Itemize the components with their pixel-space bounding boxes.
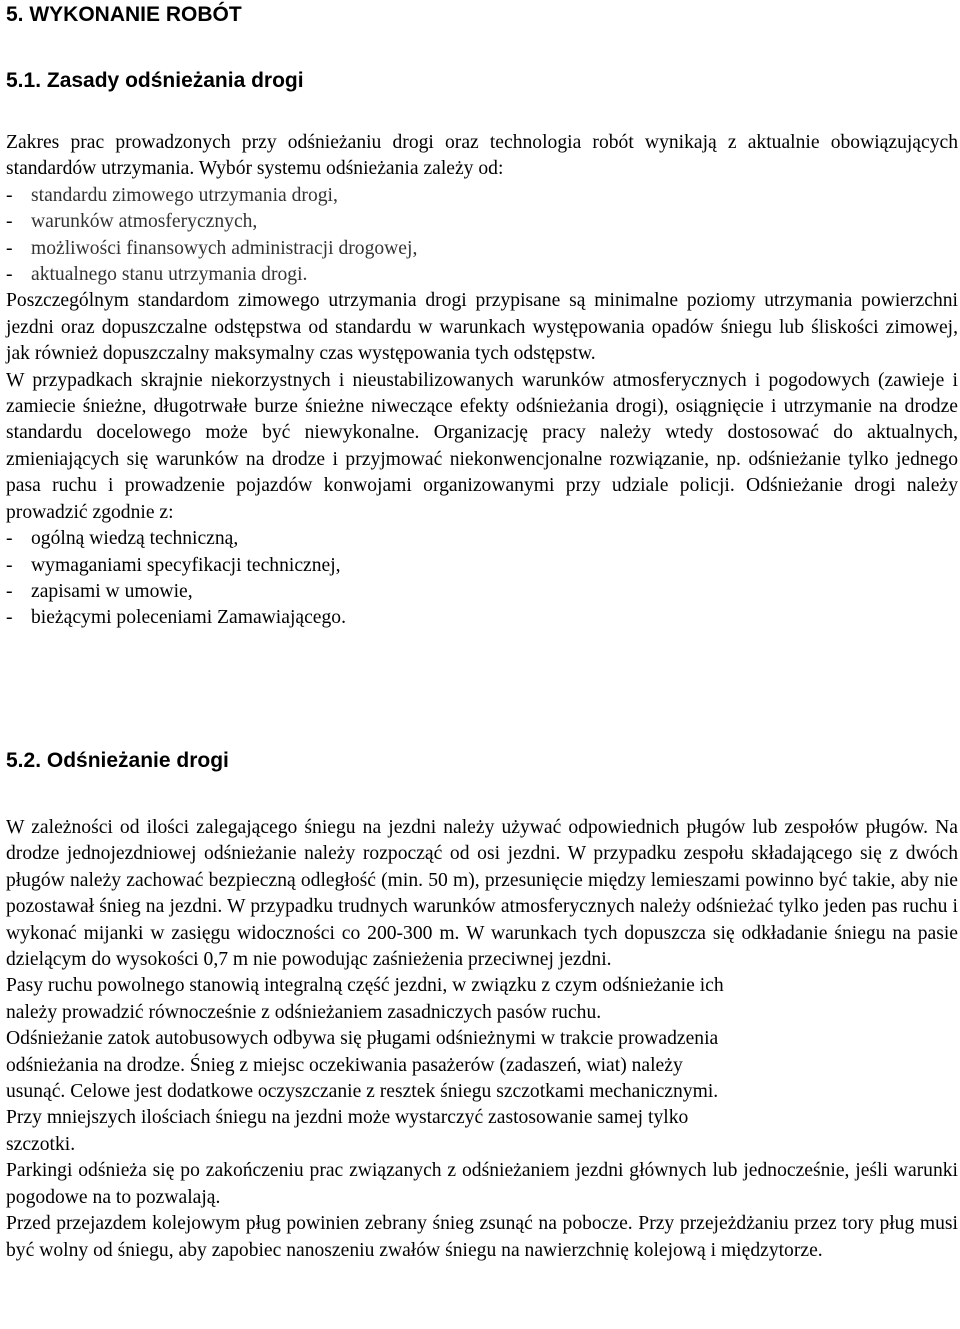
list-item xyxy=(6,526,958,552)
list-requirements xyxy=(6,526,958,632)
brushes-line-1: Przy mniejszych ilościach śniegu na jezdni może wystarczyć zastosowanie samej tylko xyxy=(6,1107,689,1129)
parking-paragraph: Parkingi odśnieża się po zakończeniu prac związanych z odśnieżaniem jezdni głównych lub jednocześnie, jeśli warunki pogodowe na to pozwalają. xyxy=(6,1160,958,1208)
extreme-conditions-paragraph: W przypadkach skrajnie niekorzystnych i nieustabilizowanych warunków atmosferycznych i pogodowych (zawieje i zamiecie śnieżne, długotrwałe burze śnieżne niweczące efekty odśnieżania drogi), osiągnięcie i utrzymanie na drodze standardu docelowego może być niewykonalne. Organizację pracy należy wtedy dostosować do aktualnych, zmieniających się warunków na drodze i przyjmować niekonwencjonalne rozwiązanie, np. odśnieżanie tylko jednego pasa ruchu i prowadzenie pojazdów konwojami organizowanymi przy udziale policji. Odśnieżanie drogi należy prowadzić zgodnie z: xyxy=(6,369,958,523)
subsection-title-5-1: 5.1. Zasady odśnieżania drogi xyxy=(6,69,304,92)
list-dash: - xyxy=(6,264,13,286)
list-dash: - xyxy=(6,211,13,233)
list-item xyxy=(6,209,958,235)
slow-lanes-line-2: należy prowadzić równocześnie z odśnieżaniem zasadniczych pasów ruchu. xyxy=(6,1001,602,1023)
list-item-text: standardu zimowego utrzymania drogi, xyxy=(31,184,338,206)
list-dash: - xyxy=(6,528,13,550)
list-dash: - xyxy=(6,580,13,602)
subsection-5-2-body xyxy=(6,815,958,1264)
list-item xyxy=(6,183,958,209)
list-dash: - xyxy=(6,554,13,576)
standards-paragraph: Poszczególnym standardom zimowego utrzymania drogi przypisane są minimalne poziomy utrzymania powierzchni jezdni oraz dopuszczalne odstępstwa od standardu w warunkach występowania opadów śniegu lub śliskości zimowej, jak również dopuszczalny maksymalny czas występowania tych odstępstw. xyxy=(6,290,958,365)
list-item-text: możliwości finansowych administracji drogowej, xyxy=(31,237,418,259)
list-item xyxy=(6,553,958,579)
section-title: 5. WYKONANIE ROBÓT xyxy=(6,3,242,26)
list-item xyxy=(6,236,958,262)
list-item xyxy=(6,579,958,605)
brushes-line-2: szczotki. xyxy=(6,1133,76,1155)
list-item-text: wymaganiami specyfikacji technicznej, xyxy=(31,554,341,576)
list-system-factors xyxy=(6,183,958,289)
bus-bays-line-2: odśnieżania na drodze. Śnieg z miejsc oczekiwania pasażerów (zadaszeń, wiat) należy xyxy=(6,1054,683,1076)
list-item-text: warunków atmosferycznych, xyxy=(31,211,258,233)
subsection-5-1-body xyxy=(6,130,958,632)
list-item xyxy=(6,262,958,288)
bus-bays-line-3: usunąć. Celowe jest dodatkowe oczyszczanie z resztek śniegu szczotkami mechanicznymi. xyxy=(6,1081,719,1103)
railway-crossing-paragraph: Przed przejazdem kolejowym pług powinien zebrany śnieg zsunąć na pobocze. Przy przejeżdżaniu przez tory pług musi być wolny od śniegu, aby zapobiec nanoszeniu zwałów śniegu na nawierzchnię kolejową i międzytorze. xyxy=(6,1213,958,1261)
intro-paragraph: Zakres prac prowadzonych przy odśnieżaniu drogi oraz technologia robót wynikają z aktualnie obowiązujących standardów utrzymania. Wybór systemu odśnieżania zależy od: xyxy=(6,132,958,180)
list-item xyxy=(6,605,958,631)
slow-lanes-line-1: Pasy ruchu powolnego stanowią integralną część jezdni, w związku z czym odśnieżanie ich xyxy=(6,975,724,997)
list-item-text: bieżącymi poleceniami Zamawiającego. xyxy=(31,607,346,629)
list-dash: - xyxy=(6,607,13,629)
list-dash: - xyxy=(6,237,13,259)
plow-paragraph: W zależności od ilości zalegającego śniegu na jezdni należy używać odpowiednich pługów lub zespołów pługów. Na drodze jednojezdniowej odśnieżanie należy rozpocząć od osi jezdni. W przypadku zespołu składającego się z dwóch pługów należy zachować bezpieczną odległość (min. 50 m), przesunięcie między lemieszami powinno być takie, aby nie pozostawał śnieg na jezdni. W przypadku trudnych warunków atmosferycznych należy odśnieżać tylko jeden pas ruchu i wykonać mijanki w zasięgu widoczności co 200-300 m. W warunkach tych dopuszcza się odkładanie śniegu na pasie dzielącym do wysokości 0,7 m nie powodując zaśnieżenia przeciwnej jezdni. xyxy=(6,817,958,971)
subsection-title-5-2: 5.2. Odśnieżanie drogi xyxy=(6,749,229,772)
bus-bays-line-1: Odśnieżanie zatok autobusowych odbywa się pługami odśnieżnymi w trakcie prowadzenia xyxy=(6,1028,719,1050)
list-item-text: aktualnego stanu utrzymania drogi. xyxy=(31,264,308,286)
list-item-text: ogólną wiedzą techniczną, xyxy=(31,528,239,550)
list-item-text: zapisami w umowie, xyxy=(31,580,193,602)
list-dash: - xyxy=(6,184,13,206)
